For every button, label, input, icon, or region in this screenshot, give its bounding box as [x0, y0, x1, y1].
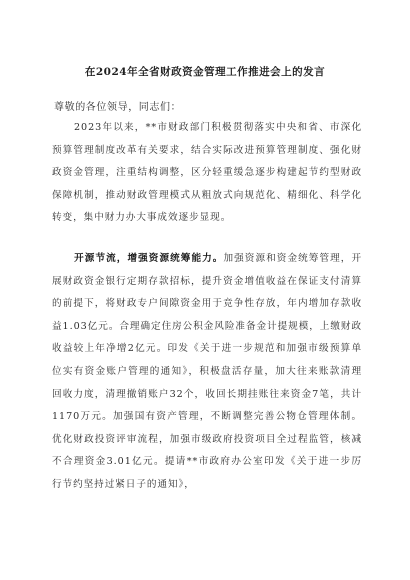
paragraph-2-text: 加强资源和资金统筹管理，开展财政资金银行定期存款招标，提升资金增值收益在保证支付清算的前提下，将财政专户间隙资金用于竞争性存放，年内增加存款收益1.03亿元。合理确定住房公积金风险准备金计提规模，上缴财政收益较上年净增2亿元。印发《关于进一步规范和加强市级预算单位实有资金账户管理的通知》，积极盘活存量，加大往来账款清理回收力度，清理撤销账户32个，收回长期挂账往来资金7笔，共计1170万元。加强国有资产管理，不断调整完善公物仓管理体制。优化财政投资评审流程，加强市级政府投资项目全过程监管，核减不合理资金3.01亿元。提请**市政府办公室印发《关于进一步厉行节约坚持过紧日子的通知》， — [52, 253, 362, 490]
paragraph-1-text: 2023年以来，**市财政部门积极贯彻落实中央和省、市深化预算管理制度改革有关要求，结合实际改进预算管理制度、强化财政资金管理，注重结构调整，区分轻重缓急逐步构建起节约型财政保障机制，推动财政管理模式从粗放式向规范化、精细化、科学化转变，集中财力办大事成效逐步显现。 — [52, 122, 362, 224]
paragraph-1 — [52, 117, 362, 230]
document-title: 在2024年全省财政资金管理工作推进会上的发言 — [84, 66, 326, 78]
paragraph-2 — [52, 248, 362, 497]
paragraph-2-heading: 开源节流，增强资源统筹能力。 — [74, 253, 224, 264]
salutation: 尊敬的各位领导，同志们： — [54, 102, 182, 113]
